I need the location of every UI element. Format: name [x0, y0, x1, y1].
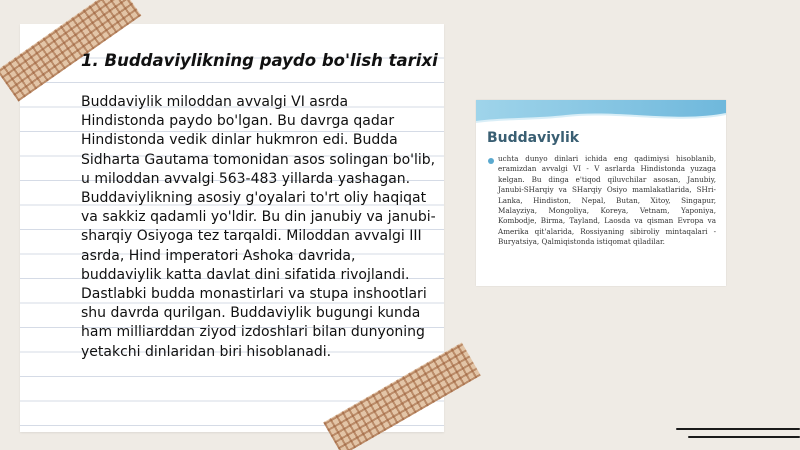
bullet-icon	[488, 158, 494, 164]
decorative-line	[688, 436, 800, 438]
slide-wave-banner	[476, 100, 726, 130]
section-heading: 1. Buddaviylikning paydo bo'lish tarixi	[81, 51, 438, 70]
decorative-line	[676, 428, 800, 430]
slide-text: uchta dunyo dinlari ichida eng qadimiysi hisoblanib, eramizdan avvalgi VI - V asrlarda Hindistonda yuzaga kelgan. Bu dinga e'tiqod qiluvchilar asosan, Janubiy, Janubi-SHarqiy va SHarqiy Osiyo mamlakatlarida, SHri-Lanka, Hindiston, Nepal, Butan, Xitoy, Singapur, Malayziya, Mongoliya, Koreya, Vetnam, Yaponiya, Kombodje, Birma, Tayland, Laosda va qisman Evropa va Amerika qit'alarida, Rossiyaning sibiroliy mintaqalari - Buryatsiya, Qalmiqistonda istiqomat qiladilar.	[498, 154, 716, 247]
slide-image	[476, 100, 726, 286]
history-paragraph: Buddaviylik miloddan avvalgi VI asrda Hindistonda paydo bo'lgan. Bu davrga qadar Hindistonda vedik dinlar hukmron edi. Budda Sidharta Gautama tomonidan asos solingan bo'lib, u miloddan avvalgi 563-483 yillarda yashagan. Buddaviylikning asosiy g'oyalari to'rt oliy haqiqat va sakkiz qadamli yo'ldir. Bu din janubiy va janubi-sharqiy Osiyoga tez tarqaldi. Miloddan avvalgi III asrda, Hind imperatori Ashoka davrida, buddaviylik katta davlat dini sifatida rivojlandi. Dastlabki budda monastirlari va stupa inshootlari shu davrda qurilgan. Buddaviylik bugungi kunda ham milliarddan ziyod izdoshlari bilan dunyoning yetakchi dinlaridan biri hisoblanadi.	[81, 94, 436, 360]
slide-title: Buddaviylik	[487, 130, 580, 146]
